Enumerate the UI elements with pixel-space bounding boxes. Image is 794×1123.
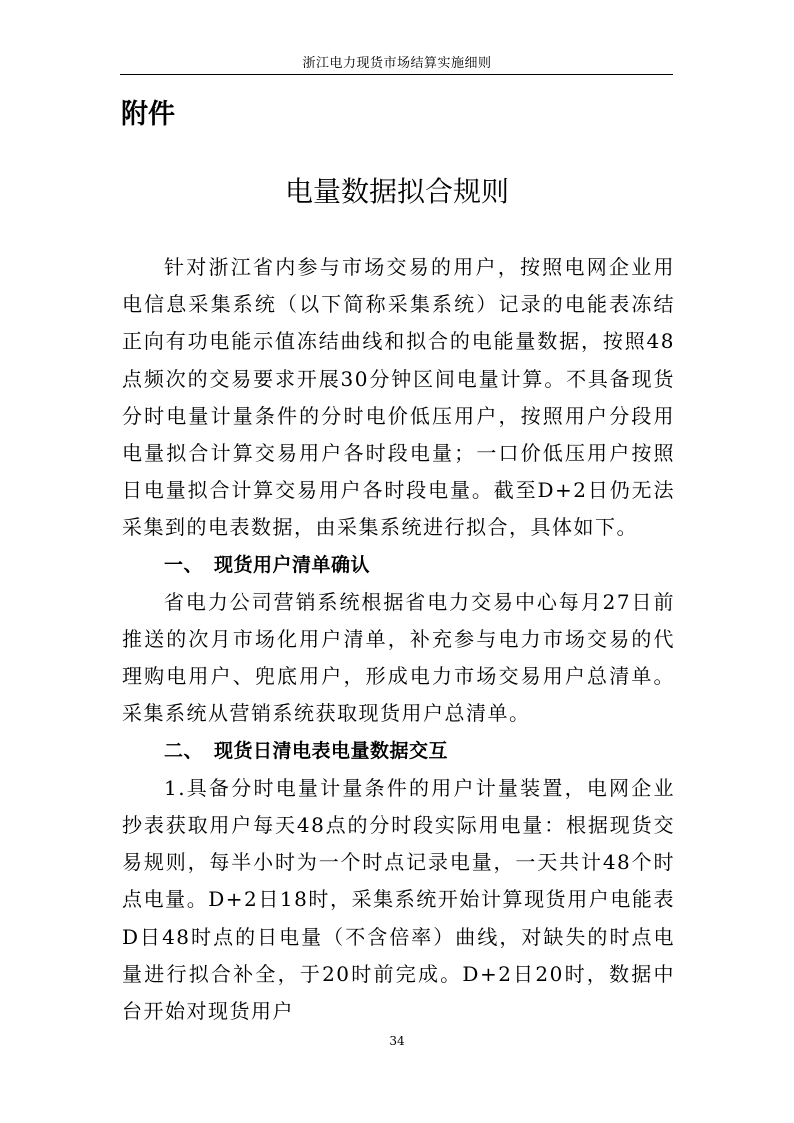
running-header-title: 浙江电力现货市场结算实施细则: [302, 56, 492, 71]
intro-paragraph: 针对浙江省内参与市场交易的用户，按照电网企业用电信息采集系统（以下简称采集系统）记录的电能表冻结正向有功电能示值冻结曲线和拟合的电能量数据，按照48点频次的交易要求开展30分钟区间电量计算。不具备现货分时电量计量条件的分时电价低压用户，按照用户分段用电量拟合计算交易用户各时段电量；一口价低压用户按照日电量拟合计算交易用户各时段电量。截至D+2日仍无法采集到的电表数据，由采集系统进行拟合，具体如下。: [122, 255, 675, 540]
section-heading-text-2: 现货日清电表电量数据交互: [214, 739, 449, 762]
section-heading-1: [122, 547, 675, 584]
attachment-label: 附件: [121, 99, 175, 130]
section-number-1: 一、: [164, 553, 204, 576]
section-paragraph-1: 省电力公司营销系统根据省电力交易中心每月27日前推送的次月市场化用户清单，补充参与电力市场交易的代理购电用户、兜底用户，形成电力市场交易用户总清单。采集系统从营销系统获取现货用户总清单。: [122, 589, 675, 726]
document-body: [122, 249, 675, 1030]
section-paragraph-2: 1.具备分时电量计量条件的用户计量装置，电网企业抄表获取用户每天48点的分时段实际用电量：根据现货交易规则，每半小时为一个时点记录电量，一天共计48个时点电量。D+2日18时，采集系统开始计算现货用户电能表D日48时点的日电量（不含倍率）曲线，对缺失的时点电量进行拟合补全，于20时前完成。D+2日20时，数据中台开始对现货用户: [122, 775, 675, 1024]
header-divider: [120, 74, 673, 75]
document-title: 电量数据拟合规则: [284, 175, 509, 208]
section-heading-2: [122, 733, 675, 770]
section-heading-text-1: 现货用户清单确认: [214, 553, 371, 576]
page-number: 34: [389, 1034, 405, 1048]
section-number-2: 二、: [164, 739, 204, 762]
